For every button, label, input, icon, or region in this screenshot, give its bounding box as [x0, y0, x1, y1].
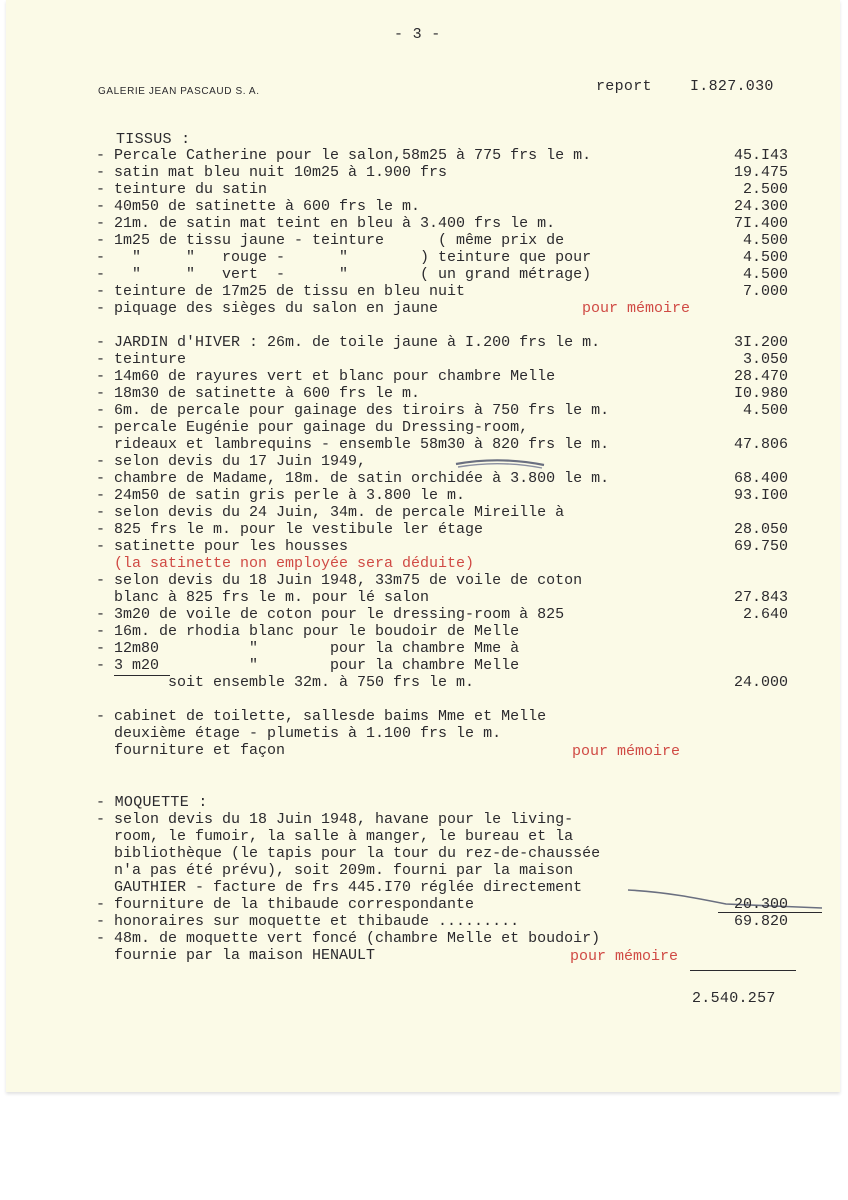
line-item: - cabinet de toilette, sallesde baims Mme et Melle — [96, 708, 547, 725]
document-page — [6, 0, 840, 1092]
line-item: - 12m80 " pour la chambre Mme à — [96, 640, 520, 657]
line-item: - 1m25 de tissu jaune - teinture ( même prix de 4.500 — [96, 232, 788, 249]
line-item: - honoraires sur moquette et thibaude ......... 69.820 — [96, 913, 788, 930]
line-item: - selon devis du 24 Juin, 34m. de percale Mireille à — [96, 504, 565, 521]
line-item: - 3 m20 " pour la chambre Melle — [96, 657, 520, 674]
line-item: - satinette pour les housses 69.750 — [96, 538, 788, 555]
memo-note: pour mémoire — [582, 300, 691, 317]
line-item: - teinture du satin 2.500 — [96, 181, 788, 198]
company-header: GALERIE JEAN PASCAUD S. A. — [98, 86, 260, 97]
line-item: - 825 frs le m. pour le vestibule ler étage 28.050 — [96, 521, 788, 538]
section-heading-moquette: - MOQUETTE : — [96, 794, 208, 811]
memo-note: pour mémoire — [572, 743, 681, 760]
line-item: - 21m. de satin mat teint en bleu à 3.400 frs le m. 7I.400 — [96, 215, 788, 232]
line-item: - 14m60 de rayures vert et blanc pour chambre Melle 28.470 — [96, 368, 788, 385]
line-item: - chambre de Madame, 18m. de satin orchidée à 3.800 le m. 68.400 — [96, 470, 788, 487]
grand-total: 2.540.257 — [692, 990, 776, 1007]
line-item: - teinture 3.050 — [96, 351, 788, 368]
line-item: n'a pas été prévu), soit 209m. fourni par la maison — [96, 862, 574, 879]
line-item: fourniture et façon — [96, 742, 286, 759]
line-item: blanc à 825 frs le m. pour lé salon 27.843 — [96, 589, 788, 606]
line-item: - " " vert - " ( un grand métrage) 4.500 — [96, 266, 788, 283]
report-amount: I.827.030 — [690, 78, 774, 95]
report-label: report — [596, 78, 652, 95]
line-item: - 16m. de rhodia blanc pour le boudoir de Melle — [96, 623, 520, 640]
line-item: - 24m50 de satin gris perle à 3.800 le m. 93.I00 — [96, 487, 788, 504]
line-item: soit ensemble 32m. à 750 frs le m. 24.000 — [96, 674, 788, 691]
line-item: - selon devis du 17 Juin 1949, — [96, 453, 367, 470]
line-item: rideaux et lambrequins - ensemble 58m30 à 820 frs le m. 47.806 — [96, 436, 788, 453]
line-item: - " " rouge - " ) teinture que pour 4.500 — [96, 249, 788, 266]
line-item-note: (la satinette non employée sera déduite) — [96, 555, 475, 572]
line-item: bibliothèque (le tapis pour la tour du rez-de-chaussée — [96, 845, 601, 862]
line-item: - percale Eugénie pour gainage du Dressing-room, — [96, 419, 529, 436]
pen-strike-mark — [454, 455, 546, 471]
line-item: - 40m50 de satinette à 600 frs le m. 24.300 — [96, 198, 788, 215]
line-item: - selon devis du 18 Juin 1948, 33m75 de voile de coton — [96, 572, 583, 589]
line-item: - 3m20 de voile de coton pour le dressing-room à 825 2.640 — [96, 606, 788, 623]
line-item: - 48m. de moquette vert foncé (chambre Melle et boudoir) — [96, 930, 601, 947]
line-item: - fourniture de la thibaude correspondante 20.300 — [96, 896, 788, 913]
line-item: - piquage des sièges du salon en jaune — [96, 300, 439, 317]
line-item: - Percale Catherine pour le salon,58m25 à 775 frs le m. 45.I43 — [96, 147, 788, 164]
line-item: - teinture de 17m25 de tissu en bleu nuit 7.000 — [96, 283, 788, 300]
line-item: - 6m. de percale pour gainage des tiroirs à 750 frs le m. 4.500 — [96, 402, 788, 419]
line-item: - satin mat bleu nuit 10m25 à 1.900 frs 19.475 — [96, 164, 788, 181]
total-rule — [690, 970, 796, 971]
line-item: GAUTHIER - facture de frs 445.I70 réglée directement — [96, 879, 583, 896]
line-item: - JARDIN d'HIVER : 26m. de toile jaune à I.200 frs le m. 3I.200 — [96, 334, 788, 351]
line-item: deuxième étage - plumetis à 1.100 frs le m. — [96, 725, 502, 742]
line-item: fournie par la maison HENAULT — [96, 947, 376, 964]
line-item: - selon devis du 18 Juin 1948, havane pour le living- — [96, 811, 574, 828]
page-number: - 3 - — [394, 26, 441, 43]
memo-note: pour mémoire — [570, 948, 679, 965]
line-item: room, le fumoir, la salle à manger, le bureau et la — [96, 828, 574, 845]
section-heading-tissus: TISSUS : — [116, 131, 191, 148]
line-item: - 18m30 de satinette à 600 frs le m. I0.980 — [96, 385, 788, 402]
